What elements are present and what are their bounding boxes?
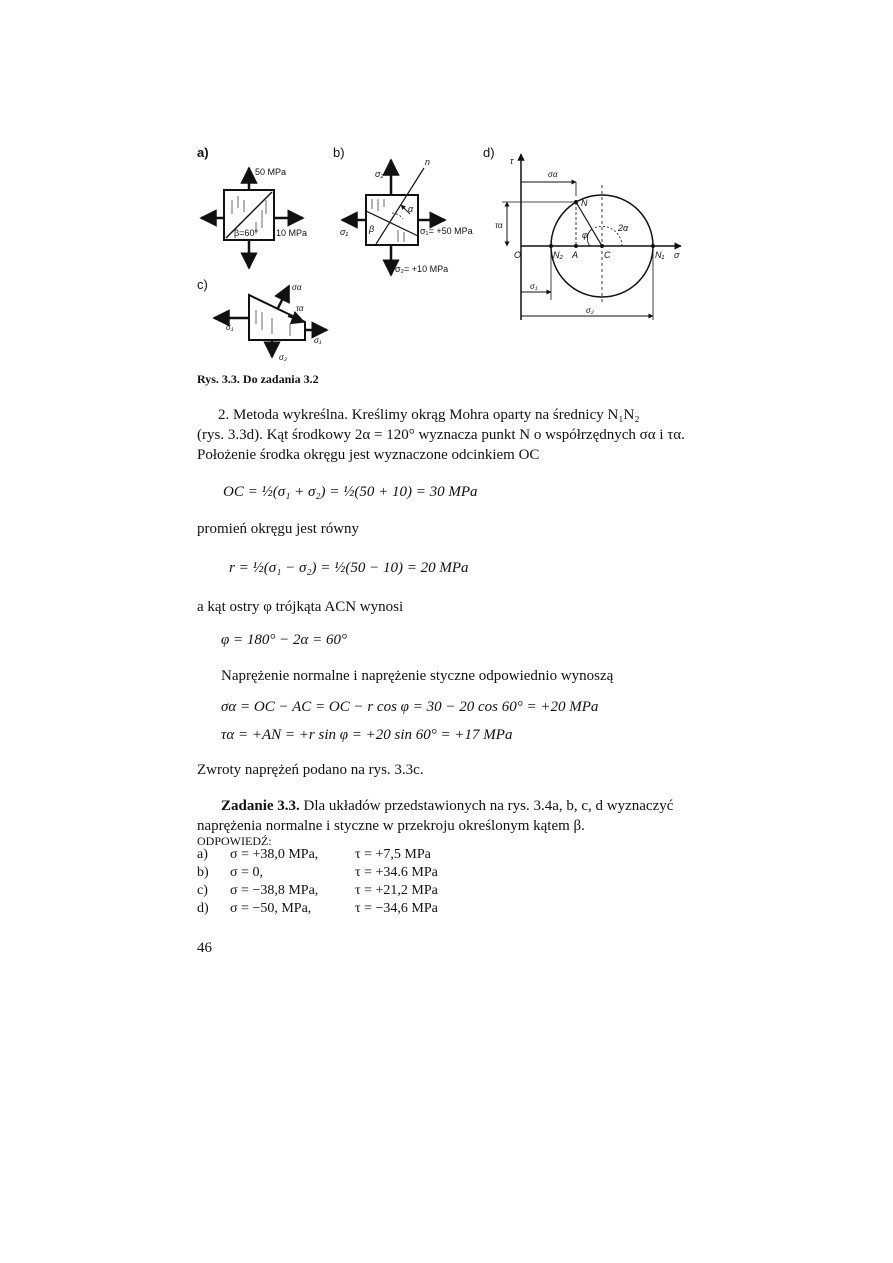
label-a-right: 10 MPa	[276, 228, 308, 238]
label-d-N2: N₂	[553, 250, 563, 260]
normal-n-line	[376, 168, 424, 244]
task-title: Zadanie 3.3.	[221, 798, 300, 814]
page-number: 46	[197, 940, 212, 956]
label-c-tau-alpha: τα	[296, 304, 304, 313]
paragraph-line-1: 2. Metoda wykreślna. Kreślimy okrąg Mohra oparty na średnicy N₁N₂	[218, 407, 640, 423]
answer-label: a)	[197, 847, 208, 862]
answer-tau: τ = +21,2 MPa	[355, 883, 438, 898]
paragraph-stresses: Naprężenie normalne i naprężenie styczne odpowiednio wynoszą	[221, 668, 614, 684]
label-c-sigma1-right: σ₁	[314, 336, 322, 345]
figure-b	[333, 145, 473, 275]
answer-heading: ODPOWIEDŹ:	[197, 834, 272, 848]
label-c: c)	[197, 277, 208, 292]
label-a-top: 50 MPa	[255, 167, 287, 177]
equation-tau-alpha: τα = +AN = +r sin φ = +20 sin 60° = +17 MPa	[221, 727, 513, 743]
label-b-beta: β	[369, 224, 375, 234]
figure-caption: Rys. 3.3. Do zadania 3.2	[197, 372, 319, 386]
label-d-2alpha: 2α	[618, 223, 629, 233]
label-b-sigma1: σ₁	[340, 227, 349, 237]
label-c-sigma-alpha: σα	[292, 283, 302, 292]
label-c-sigma1-left: σ₁	[226, 323, 234, 332]
equation-sigma-alpha: σα = OC − AC = OC − r cos φ = 30 − 20 cos 60° = +20 MPa	[221, 699, 599, 715]
label-a: a)	[197, 145, 209, 160]
label-d-sigma-alpha: σα	[548, 170, 558, 179]
paragraph-line-2: (rys. 3.3d). Kąt środkowy 2α = 120° wyznacza punkt N o współrzędnych σα i τα.	[197, 427, 685, 443]
element-b-square	[366, 195, 418, 245]
label-d-N: N	[581, 198, 588, 208]
label-d-O: O	[514, 250, 522, 260]
answer-tau: τ = +7,5 MPa	[355, 847, 431, 862]
answer-sigma: σ = 0,	[230, 865, 263, 880]
answer-tau: τ = +34.6 MPa	[355, 865, 438, 880]
figure-d	[483, 145, 681, 320]
answer-label: c)	[197, 883, 208, 898]
task-text-1: Dla układów przedstawionych na rys. 3.4a, b, c, d wyznaczyć	[303, 798, 674, 814]
answer-sigma: σ = +38,0 MPa,	[230, 847, 319, 862]
label-d-sigma2: σ₂	[586, 306, 594, 315]
paragraph-directions: Zwroty naprężeń podano na rys. 3.3c.	[197, 762, 424, 778]
label-b-alpha: α	[408, 204, 414, 214]
label-d-C: C	[604, 250, 611, 260]
radius-CN	[576, 202, 602, 246]
equation-phi: φ = 180° − 2α = 60°	[221, 632, 348, 648]
figure-a	[197, 145, 307, 268]
answer-sigma: σ = −38,8 MPa,	[230, 883, 319, 898]
label-a-beta: β=60°	[234, 228, 259, 238]
label-b: b)	[333, 145, 345, 160]
task-line-2: naprężenia normalne i styczne w przekroju określonym kątem β.	[197, 818, 585, 834]
answer-label: b)	[197, 865, 209, 880]
figure-3-3	[0, 0, 893, 400]
label-d-sigma: σ	[674, 250, 680, 260]
label-d-tau-alpha: τα	[495, 221, 503, 230]
answer-sigma: σ = −50, MPa,	[230, 901, 312, 916]
paragraph-angle: a kąt ostry φ trójkąta ACN wynosi	[197, 599, 404, 615]
task-line-1	[221, 796, 673, 816]
label-d-phi: φ	[582, 230, 588, 240]
label-d-N1: N₁	[655, 250, 665, 260]
label-d-sigma1: σ₁	[530, 282, 538, 291]
label-d-A: A	[572, 250, 579, 260]
label-b-n: n	[425, 157, 431, 167]
answer-tau: τ = −34,6 MPa	[355, 901, 438, 916]
label-c-sigma2: σ₂	[279, 353, 287, 362]
paragraph-line-3: Położenie środka okręgu jest wyznaczone odcinkiem OC	[197, 447, 540, 463]
answer-label: d)	[197, 901, 209, 916]
equation-OC: OC = ½(σ₁ + σ₂) = ½(50 + 10) = 30 MPa	[223, 484, 478, 500]
figure-c	[197, 277, 327, 362]
paragraph-radius: promień okręgu jest równy	[197, 521, 360, 537]
arrow-c-sigma-alpha	[278, 286, 289, 308]
label-b-sigma2: σ₂	[375, 169, 384, 179]
equation-radius: r = ½(σ₁ − σ₂) = ½(50 − 10) = 20 MPa	[229, 560, 469, 576]
label-d-tau: τ	[510, 156, 514, 166]
label-b-bottom: σ₂= +10 MPa	[395, 264, 449, 274]
label-b-right: σ₁= +50 MPa	[420, 226, 473, 236]
label-d: d)	[483, 145, 495, 160]
